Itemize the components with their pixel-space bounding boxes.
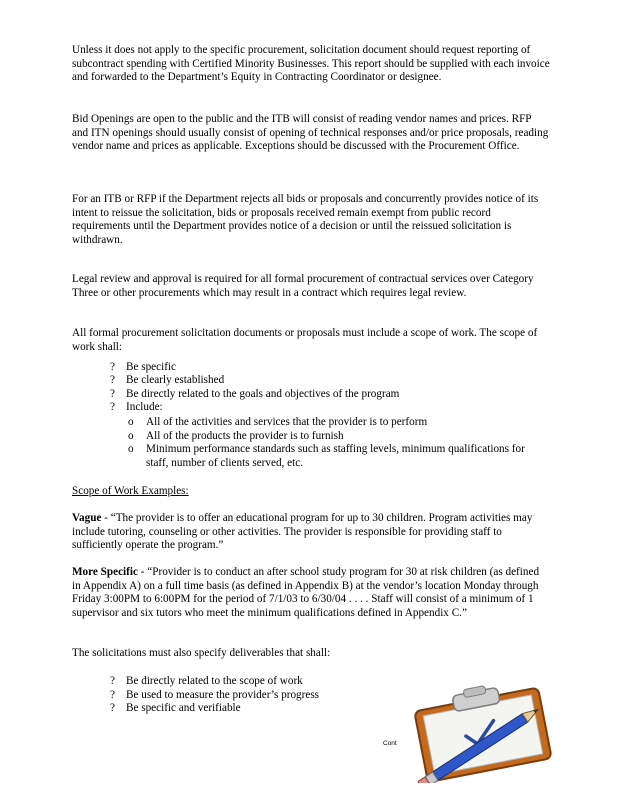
bullet-marker: ? [110,374,115,386]
list-item: Be directly related to the goals and objectives of the program [126,388,400,400]
list-item: Be clearly established [126,374,225,386]
paragraph-reject-bids: For an ITB or RFP if the Department rejects all bids or proposals and concurrently provides notice of its intent to reissue the solicitation, bids or proposals received remain exempt from public record requirements until the Department provides notice of a decision or until the reissued solicitation is withdrawn. [72,193,539,246]
bullet-marker: ? [110,388,115,400]
bullet-marker: ? [110,401,115,413]
list-item: Be specific [126,361,177,373]
list-item: Be used to measure the provider’s progress [126,689,320,701]
clipboard-pencil-icon [404,685,560,783]
paragraph-scope-of-work: All formal procurement solicitation documents or proposals must include a scope of work. The scope of work shall: [72,327,538,353]
specific-example [72,566,550,620]
vague-label: Vague [72,512,102,524]
sublist-item: All of the activities and services that the provider is to perform [146,416,428,428]
paragraph-legal-review: Legal review and approval is required for all formal procurement of contractual services over Category Three or other procurements which may result in a contract which requires legal review. [72,273,534,299]
vague-text: - “The provider is to offer an educational program for up to 30 children. Program activities may include tutoring, counseling or other activities. The provider is responsible for providing staff to sufficiently operate the program.” [72,512,533,552]
bullet-marker: ? [110,675,115,687]
list-item: Be directly related to the scope of work [126,675,303,687]
paragraph-deliverables: The solicitations must also specify deliverables that shall: [72,647,331,659]
bullet-marker: ? [110,702,115,714]
bullet-marker: ? [110,689,115,701]
sublist-item: All of the products the provider is to furnish [146,430,344,442]
clipart-caption: Cont [383,740,397,747]
vague-example [72,512,550,553]
bullet-marker: ? [110,361,115,373]
specific-label: More Specific [72,566,138,578]
list-item: Include: [126,401,163,413]
sub-bullet-marker: o [128,430,134,442]
paragraph-minority-reporting: Unless it does not apply to the specific procurement, solicitation document should request reporting of subcontract spending with Certified Minority Businesses. This report should be supplied with each invoice and forwarded to the Department’s Equity in Contracting Coordinator or designee. [72,44,550,84]
examples-heading: Scope of Work Examples: [72,485,189,497]
sub-bullet-marker: o [128,416,134,428]
list-item: Be specific and verifiable [126,702,241,714]
sub-bullet-marker: o [128,443,134,455]
specific-text: - “Provider is to conduct an after school study program for 30 at risk children (as defined in Appendix A) on a full time basis (as defined in Appendix B) at the vendor’s location Monday through Friday 3:00PM to 6:00PM for the period of 7/1/03 to 6/30/04 . . . . Staff will consist of a minimum of 1 supervisor and six tutors who meet the minimum qualifications defined in Appendix C.” [72,566,540,619]
sublist-item: Minimum performance standards such as staffing levels, minimum qualifications for staff, number of clients served, etc. [146,443,525,469]
paragraph-bid-openings: Bid Openings are open to the public and the ITB will consist of reading vendor names and prices. RFP and ITN openings should usually consist of opening of technical responses and/or price proposals, reading vendor name and prices as applicable. Exceptions should be discussed with the Procurement Office. [72,113,549,153]
